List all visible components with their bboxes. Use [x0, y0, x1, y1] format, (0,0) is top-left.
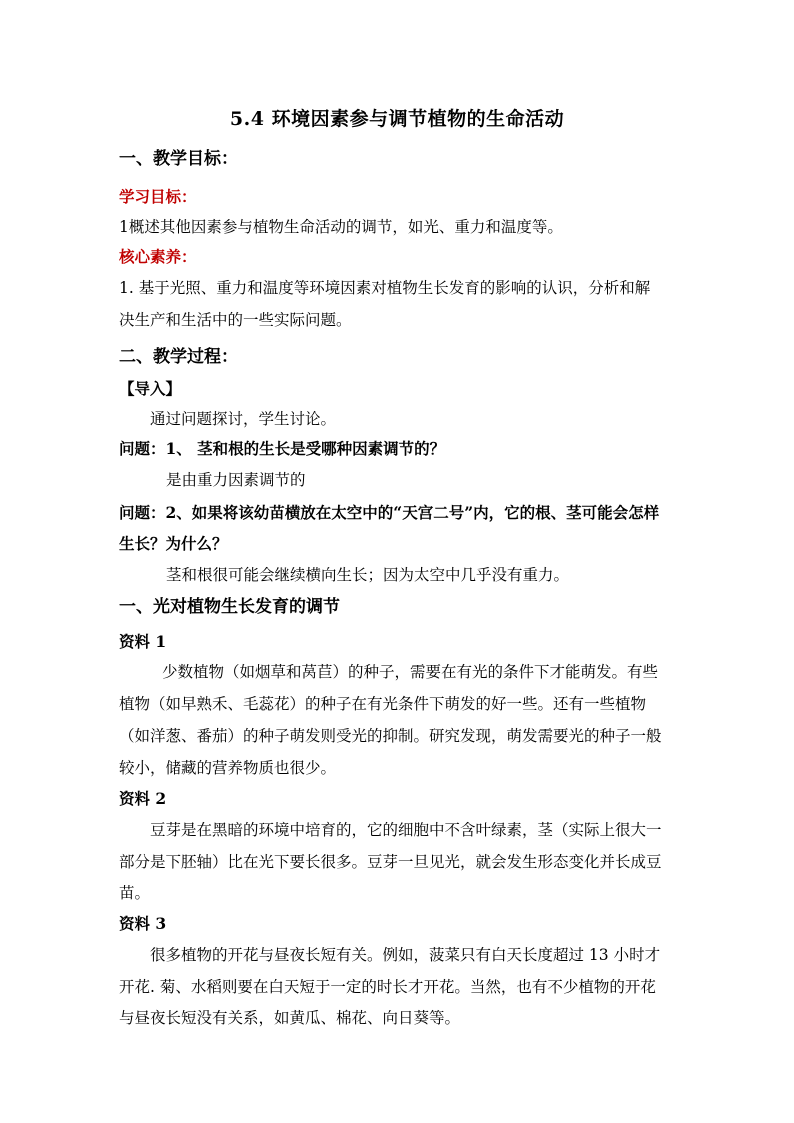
question-2-line-1: 问题：2、如果将该幼苗横放在太空中的“天宫二号”内，它的根、茎可能会怎样	[119, 503, 660, 522]
answer-1: 是由重力因素调节的	[166, 471, 306, 489]
material-1-line: 较小，储藏的营养物质也很少。	[119, 759, 337, 777]
core-literacy-line-1: 1. 基于光照、重力和温度等环境因素对植物生长发育的影响的认识，分析和解	[119, 279, 651, 297]
question-1: 问题：1、 茎和根的生长是受哪种因素调节的？	[119, 439, 446, 458]
learning-goal-label: 学习目标：	[119, 187, 197, 206]
section-heading-teaching-goals: 一、教学目标：	[119, 149, 238, 169]
core-literacy-line-2: 决生产和生活中的一些实际问题。	[119, 311, 352, 329]
section-heading-teaching-process: 二、教学过程：	[119, 347, 238, 367]
material-1-line: （如洋葱、番茄）的种子萌发则受光的抑制。研究发现，萌发需要光的种子一般	[119, 727, 662, 745]
material-3-line: 很多植物的开花与昼夜长短有关。例如，菠菜只有白天长度超过 13 小时才	[150, 946, 661, 964]
intro-label: 【导入】	[119, 379, 182, 398]
material-2-line: 豆芽是在黑暗的环境中培育的，它的细胞中不含叶绿素，茎（实际上很大一	[150, 821, 662, 839]
page-title: 5.4 环境因素参与调节植物的生命活动	[229, 108, 565, 130]
material-3-label: 资料 3	[119, 914, 167, 933]
material-1-line: 植物（如早熟禾、毛蕊花）的种子在有光条件下萌发的好一些。还有一些植物	[119, 695, 647, 713]
question-2-line-2: 生长？为什么？	[119, 534, 228, 553]
material-1-line: 少数植物（如烟草和莴苣）的种子，需要在有光的条件下才能萌发。有些	[162, 663, 659, 681]
core-literacy-label: 核心素养：	[119, 247, 197, 266]
learning-goal-item: 1概述其他因素参与植物生命活动的调节，如光、重力和温度等。	[119, 218, 563, 236]
material-1-label: 资料 1	[119, 632, 167, 651]
material-2-line: 部分是下胚轴）比在光下要长很多。豆芽一旦见光，就会发生形态变化并长成豆	[119, 853, 662, 871]
material-2-label: 资料 2	[119, 789, 167, 808]
intro-text: 通过问题探讨，学生讨论。	[150, 410, 337, 428]
material-2-line: 苗。	[119, 884, 151, 902]
material-3-line: 与昼夜长短没有关系，如黄瓜、棉花、向日葵等。	[119, 1009, 461, 1027]
section-heading-light-regulation: 一、光对植物生长发育的调节	[119, 597, 340, 617]
answer-2: 茎和根很可能会继续横向生长；因为太空中几乎没有重力。	[166, 566, 570, 584]
material-3-line: 开花. 菊、水稻则要在白天短于一定的时长才开花。当然，也有不少植物的开花	[119, 978, 656, 996]
